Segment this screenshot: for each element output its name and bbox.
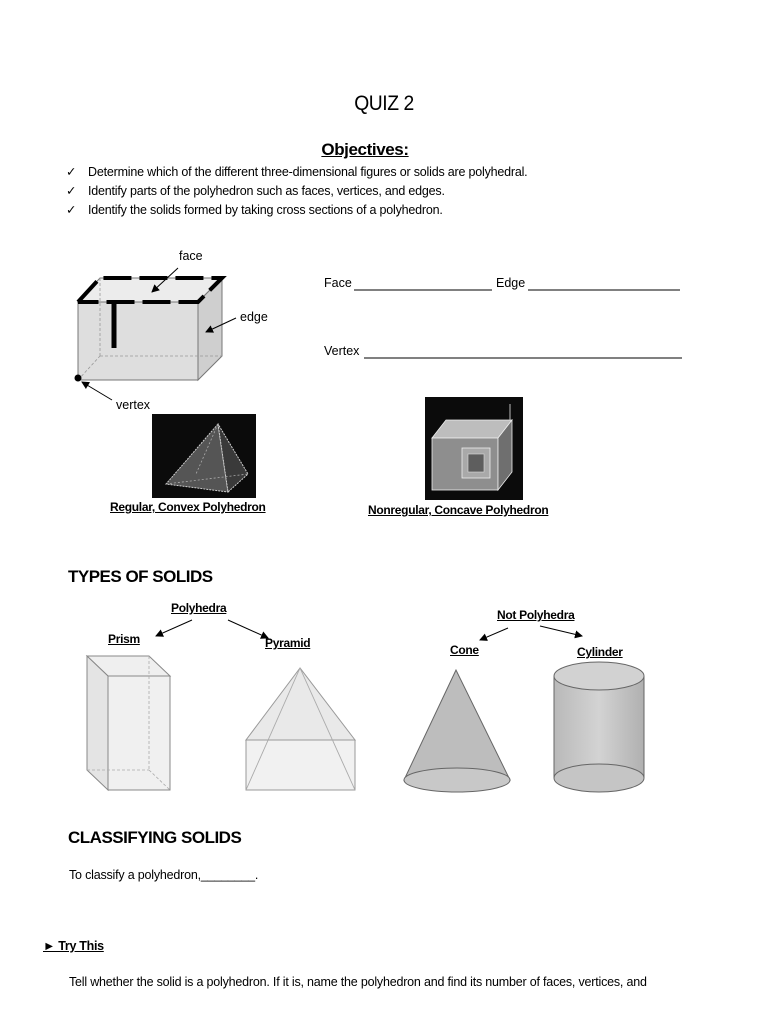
- vertex-label: vertex: [116, 398, 151, 412]
- prism-label: Prism: [108, 632, 140, 646]
- cone-drawing: [404, 670, 510, 792]
- check-icon: ✓: [66, 203, 77, 217]
- polyhedra-label: Polyhedra: [171, 601, 227, 615]
- page-title: QUIZ 2: [354, 92, 414, 115]
- classifying-solids-heading: CLASSIFYING SOLIDS: [68, 828, 242, 847]
- regular-polyhedron-caption: Regular, Convex Polyhedron: [110, 500, 266, 514]
- vertex-field-label: Vertex: [324, 344, 360, 358]
- cone-label: Cone: [450, 643, 479, 657]
- cylinder-label: Cylinder: [577, 645, 623, 659]
- not-polyhedra-label: Not Polyhedra: [497, 608, 575, 622]
- nonregular-polyhedron-caption: Nonregular, Concave Polyhedron: [368, 503, 549, 517]
- edge-field-label: Edge: [496, 276, 526, 290]
- check-icon: ✓: [66, 184, 77, 198]
- regular-polyhedron-image: [152, 414, 256, 498]
- types-of-solids-heading: TYPES OF SOLIDS: [68, 567, 213, 586]
- check-icon: ✓: [66, 165, 77, 179]
- objective-item: ✓ Identify the solids formed by taking cross sections of a polyhedron.: [66, 203, 443, 217]
- objective-item: ✓ Determine which of the different three-dimensional figures or solids are polyhedral.: [66, 165, 528, 179]
- objective-item: ✓ Identify parts of the polyhedron such as faces, vertices, and edges.: [66, 184, 445, 198]
- objectives-heading: Objectives:: [321, 140, 409, 159]
- cylinder-drawing: [554, 662, 644, 792]
- box-diagram: [75, 268, 237, 400]
- try-this-heading: ► Try This: [43, 939, 104, 953]
- pyramid-label: Pyramid: [265, 636, 311, 650]
- nonregular-polyhedron-image: [425, 397, 523, 500]
- pyramid-drawing: [246, 668, 355, 790]
- try-this-instructions: Tell whether the solid is a polyhedron. If it is, name the polyhedron and find its number of faces, vertices, and: [69, 975, 647, 989]
- prism-drawing: [87, 656, 170, 790]
- classify-text: To classify a polyhedron,________.: [69, 868, 259, 882]
- face-field-label: Face: [324, 276, 352, 290]
- edge-label: edge: [240, 310, 268, 324]
- face-label: face: [179, 249, 203, 263]
